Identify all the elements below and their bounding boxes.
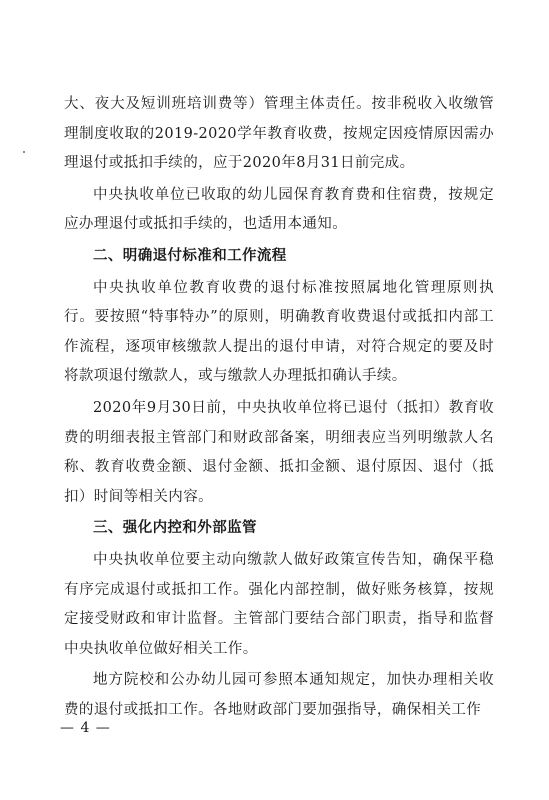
paragraph-local-institutions: 地方院校和公办幼儿园可参照本通知规定，加快办理相关收费的退付或抵扣工作。各地财政部门要加强指导，确保相关工作 (64, 672, 494, 718)
section-heading-internal-control: 三、强化内控和外部监管 (93, 520, 257, 537)
paragraph-kindergarten-fees: 中央执收单位已收取的幼儿园保育教育费和住宿费，按规定应办理退付或抵扣手续的，也适用本通知。 (64, 186, 494, 233)
paragraph-internal-control: 中央执收单位要主动向缴款人做好政策宣传告知，确保平稳有序完成退付或抵扣工作。强化内部控制，做好账务核算，按规定接受财政和审计监督。主管部门要结合部门职责，指导和监督中央执收单位做好相关工作。 (64, 551, 494, 657)
margin-mark (23, 151, 25, 153)
section-heading-refund-standards: 二、明确退付标准和工作流程 (93, 247, 287, 264)
page-number: — 4 — (60, 720, 111, 736)
document-body (64, 90, 494, 725)
paragraph-refund-standards: 中央执收单位教育收费的退付标准按照属地化管理原则执行。要按照“特事特办”的原则，明确教育收费退付或抵扣内部工作流程，逐项审核缴款人提出的退付申请，对符合规定的要及时将款项退付缴款人，或与缴款人办理抵扣确认手续。 (64, 279, 494, 385)
paragraph-continued: 大、夜大及短训班培训费等）管理主体责任。按非税收入收缴管理制度收取的2019-2020学年教育收费，按规定因疫情原因需办理退付或抵扣手续的，应于2020年8月31日前完成。 (64, 96, 494, 172)
paragraph-filing-deadline: 2020年9月30日前，中央执收单位将已退付（抵扣）教育收费的明细表报主管部门和财政部备案，明细表应当列明缴款人名称、教育收费金额、退付金额、抵扣金额、退付原因、退付（抵扣）时间等相关内容。 (64, 399, 494, 505)
